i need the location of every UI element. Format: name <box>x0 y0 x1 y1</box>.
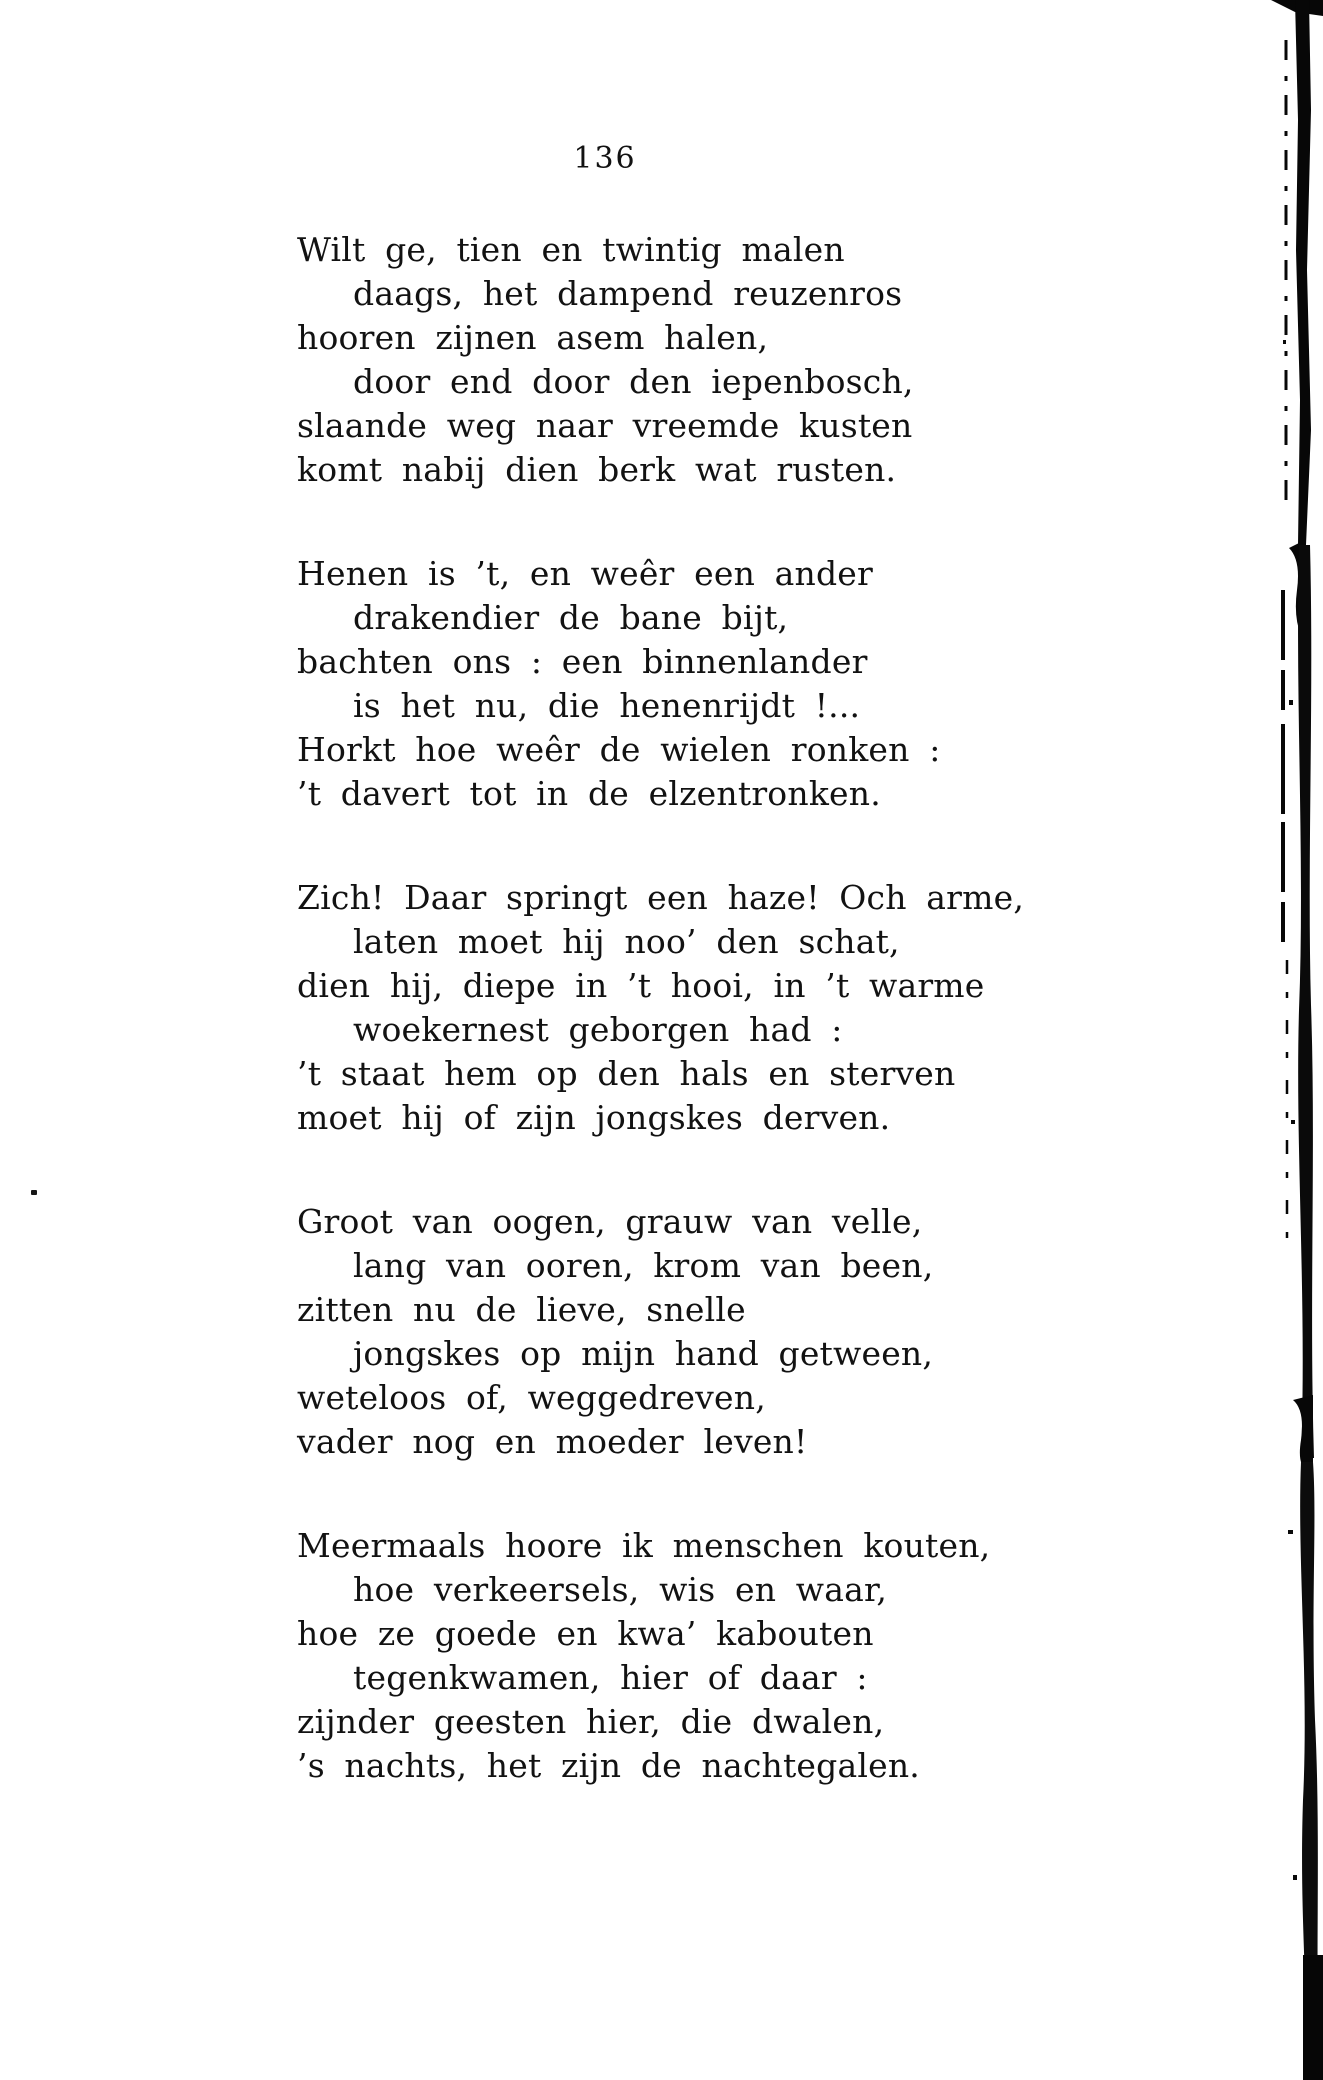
poem-line: bachten ons : een binnenlander <box>297 642 868 681</box>
poem-line: hoe ze goede en kwa’ kabouten <box>297 1614 874 1653</box>
poem-line: door end door den iepenbosch, <box>353 362 914 401</box>
poem-line: ’s nachts, het zijn de nachtegalen. <box>297 1746 920 1785</box>
poem-line: slaande weg naar vreemde kusten <box>297 406 913 445</box>
poem-line: hooren zijnen asem halen, <box>297 318 769 357</box>
poem-line: hoe verkeersels, wis en waar, <box>353 1570 888 1609</box>
poem-line: Wilt ge, tien en twintig malen <box>297 230 845 269</box>
poem-line: laten moet hij noo’ den schat, <box>353 922 900 961</box>
poem-line: daags, het dampend reuzenros <box>353 274 903 313</box>
poem-line: zijnder geesten hier, die dwalen, <box>297 1702 885 1741</box>
poem-line: komt nabij dien berk wat rusten. <box>297 450 897 489</box>
poem-line: Henen is ’t, en weêr een ander <box>297 554 874 593</box>
poem-line: is het nu, die henenrijdt !... <box>353 686 861 725</box>
poem-text-block <box>297 228 1024 1848</box>
poem-line: woekernest geborgen had : <box>353 1010 843 1049</box>
poem-line: jongskes op mijn hand getween, <box>353 1334 934 1373</box>
stanza-4 <box>297 1200 1024 1464</box>
poem-line: Groot van oogen, grauw van velle, <box>297 1202 923 1241</box>
poem-line: zitten nu de lieve, snelle <box>297 1290 746 1329</box>
poem-line: ’t davert tot in de elzentronken. <box>297 774 881 813</box>
stanza-1 <box>297 228 1024 492</box>
poem-line: lang van ooren, krom van been, <box>353 1246 934 1285</box>
stanza-5 <box>297 1524 1024 1788</box>
scan-edge-artifact <box>1253 0 1323 2080</box>
poem-line: moet hij of zijn jongskes derven. <box>297 1098 891 1137</box>
poem-line: tegenkwamen, hier of daar : <box>353 1658 868 1697</box>
stanza-2 <box>297 552 1024 816</box>
poem-line: Horkt hoe weêr de wielen ronken : <box>297 730 941 769</box>
poem-line: dien hij, diepe in ’t hooi, in ’t warme <box>297 966 985 1005</box>
poem-line: Zich! Daar springt een haze! Och arme, <box>297 878 1025 917</box>
stanza-3 <box>297 876 1024 1140</box>
poem-line: vader nog en moeder leven! <box>297 1422 808 1461</box>
scan-speck <box>31 1190 37 1195</box>
poem-line: drakendier de bane bijt, <box>353 598 789 637</box>
poem-line: Meermaals hoore ik menschen kouten, <box>297 1526 991 1565</box>
poem-line: ’t staat hem op den hals en sterven <box>297 1054 956 1093</box>
poem-line: weteloos of, weggedreven, <box>297 1378 766 1417</box>
page-number: 136 <box>573 141 637 176</box>
